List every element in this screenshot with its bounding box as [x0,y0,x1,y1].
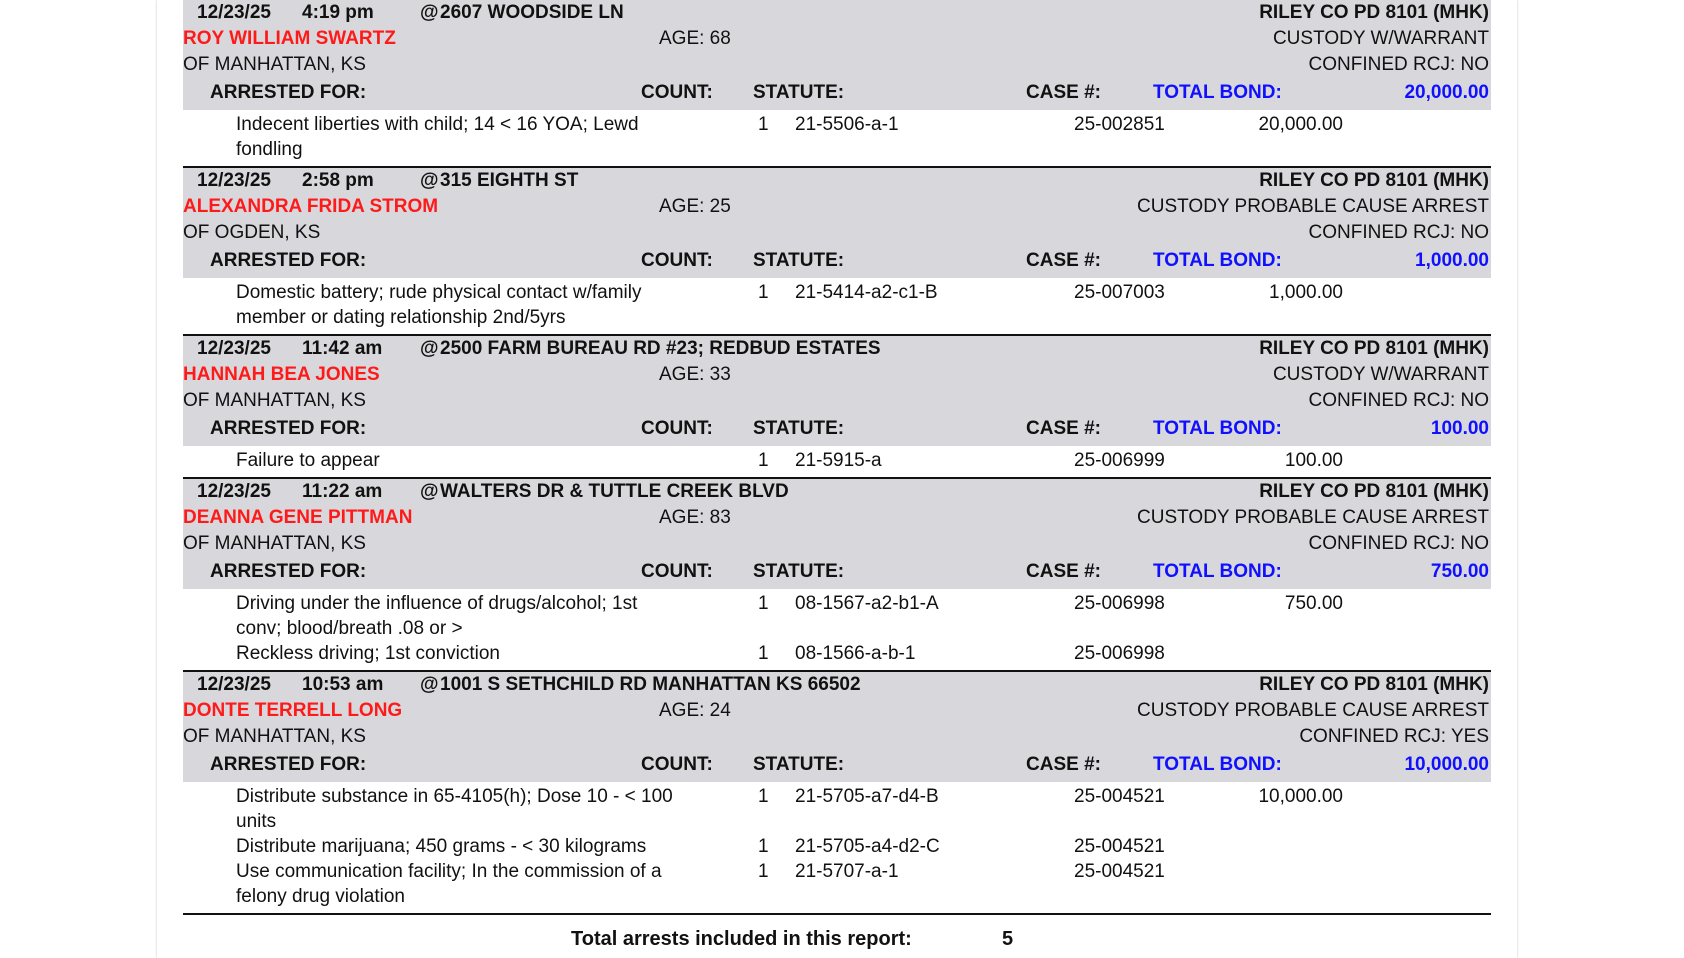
arrest-record [183,672,1491,915]
arrestee-residence: OF MANHATTAN, KS [183,726,366,747]
charge-bond: 20,000.00 [1258,114,1343,135]
case-header: CASE #: [1026,418,1101,439]
statute-header: STATUTE: [753,754,845,775]
arrestee-name: DONTE TERRELL LONG [183,700,403,721]
arrest-date: 12/23/25 [197,170,271,191]
charge-count: 1 [758,593,769,614]
charge-case-number: 25-002851 [1074,114,1165,135]
total-bond-header: TOTAL BOND: [1153,561,1282,582]
custody-type: CUSTODY PROBABLE CAUSE ARREST [1137,196,1489,217]
arrestee-name: DEANNA GENE PITTMAN [183,507,413,528]
confined-status: CONFINED RCJ: YES [1299,726,1489,747]
charge-count: 1 [758,643,769,664]
arrestee-residence: OF OGDEN, KS [183,222,321,243]
arrest-time: 4:19 pm [302,2,374,23]
charge-description: Reckless driving; 1st conviction [236,643,500,664]
total-bond-header: TOTAL BOND: [1153,250,1282,271]
charge-description: Domestic battery; rude physical contact w/family member or dating relationship 2nd/5yrs [236,282,642,328]
record-header [183,0,1491,110]
charge-list [183,112,1491,162]
arrest-date: 12/23/25 [197,338,271,359]
confined-status: CONFINED RCJ: NO [1308,222,1489,243]
at-symbol: @ [420,674,439,695]
total-bond-value: 750.00 [1430,561,1489,582]
confined-status: CONFINED RCJ: NO [1308,390,1489,411]
charge-list [183,591,1491,666]
arrestee-age: AGE: 33 [659,364,731,385]
arresting-agency: RILEY CO PD 8101 (MHK) [1259,2,1489,23]
charge-description: Distribute marijuana; 450 grams - < 30 kilograms [236,836,647,857]
arrest-record [183,336,1491,479]
charge-case-number: 25-006998 [1074,643,1165,664]
total-bond-value: 1,000.00 [1415,250,1489,271]
case-header: CASE #: [1026,82,1101,103]
case-header: CASE #: [1026,250,1101,271]
arrest-time: 2:58 pm [302,170,374,191]
record-header [183,672,1491,782]
report-page [157,0,1517,958]
count-header: COUNT: [641,561,713,582]
total-arrests-label: Total arrests included in this report: [571,928,912,950]
charge-row [183,641,1491,666]
arrest-location: 2500 FARM BUREAU RD #23; REDBUD ESTATES [440,338,881,359]
charge-bond: 10,000.00 [1258,786,1343,807]
charge-row [183,834,1491,859]
arrest-time: 11:42 am [302,338,383,359]
charge-statute: 21-5707-a-1 [795,861,899,882]
total-bond-header: TOTAL BOND: [1153,418,1282,439]
record-header [183,336,1491,446]
arrest-record [183,168,1491,336]
statute-header: STATUTE: [753,561,845,582]
arrestee-age: AGE: 83 [659,507,731,528]
charge-count: 1 [758,861,769,882]
arrest-date: 12/23/25 [197,674,271,695]
arrestee-age: AGE: 25 [659,196,731,217]
arrestee-name: HANNAH BEA JONES [183,364,380,385]
arresting-agency: RILEY CO PD 8101 (MHK) [1259,481,1489,502]
arrest-location: WALTERS DR & TUTTLE CREEK BLVD [440,481,789,502]
charge-row [183,112,1491,162]
custody-type: CUSTODY W/WARRANT [1272,28,1489,49]
charge-list [183,280,1491,330]
statute-header: STATUTE: [753,418,845,439]
charge-row [183,784,1491,834]
count-header: COUNT: [641,250,713,271]
at-symbol: @ [420,170,439,191]
charge-count: 1 [758,836,769,857]
at-symbol: @ [420,2,439,23]
charge-case-number: 25-007003 [1074,282,1165,303]
charge-case-number: 25-006999 [1074,450,1165,471]
arrestee-residence: OF MANHATTAN, KS [183,533,366,554]
arrest-report-content [183,0,1491,915]
arrested-for-header: ARRESTED FOR: [210,561,367,582]
charge-description: Indecent liberties with child; 14 < 16 YOA; Lewd fondling [236,114,639,160]
arrestee-name: ALEXANDRA FRIDA STROM [183,196,439,217]
statute-header: STATUTE: [753,250,845,271]
arrest-location: 315 EIGHTH ST [440,170,579,191]
arresting-agency: RILEY CO PD 8101 (MHK) [1259,170,1489,191]
charge-description: Distribute substance in 65-4105(h); Dose 10 - < 100 units [236,786,673,832]
total-bond-value: 20,000.00 [1404,82,1489,103]
arrestee-name: ROY WILLIAM SWARTZ [183,28,396,49]
arrestee-residence: OF MANHATTAN, KS [183,390,366,411]
charge-row [183,859,1491,909]
case-header: CASE #: [1026,754,1101,775]
charge-statute: 21-5506-a-1 [795,114,899,135]
arrest-record [183,0,1491,168]
statute-header: STATUTE: [753,82,845,103]
charge-row [183,591,1491,641]
charge-row [183,280,1491,330]
charge-case-number: 25-004521 [1074,836,1165,857]
charge-case-number: 25-004521 [1074,861,1165,882]
record-divider [183,913,1491,915]
total-bond-header: TOTAL BOND: [1153,754,1282,775]
case-header: CASE #: [1026,561,1101,582]
charge-description: Driving under the influence of drugs/alcohol; 1st conv; blood/breath .08 or > [236,593,638,639]
arrest-time: 10:53 am [302,674,384,695]
charge-row [183,448,1491,473]
charge-count: 1 [758,450,769,471]
arrestee-age: AGE: 68 [659,28,731,49]
charge-case-number: 25-006998 [1074,593,1165,614]
custody-type: CUSTODY W/WARRANT [1272,364,1489,385]
record-header [183,168,1491,278]
arresting-agency: RILEY CO PD 8101 (MHK) [1259,674,1489,695]
charge-statute: 21-5705-a7-d4-B [795,786,939,807]
count-header: COUNT: [641,418,713,439]
custody-type: CUSTODY PROBABLE CAUSE ARREST [1137,507,1489,528]
total-bond-header: TOTAL BOND: [1153,82,1282,103]
total-bond-value: 100.00 [1430,418,1489,439]
at-symbol: @ [420,481,439,502]
count-header: COUNT: [641,754,713,775]
custody-type: CUSTODY PROBABLE CAUSE ARREST [1137,700,1489,721]
arrest-location: 1001 S SETHCHILD RD MANHATTAN KS 66502 [440,674,861,695]
at-symbol: @ [420,338,439,359]
charge-statute: 08-1567-a2-b1-A [795,593,939,614]
arrest-record [183,479,1491,672]
charge-bond: 750.00 [1284,593,1343,614]
charge-bond: 100.00 [1284,450,1343,471]
arrested-for-header: ARRESTED FOR: [210,250,367,271]
charge-case-number: 25-004521 [1074,786,1165,807]
arrested-for-header: ARRESTED FOR: [210,754,367,775]
arrest-location: 2607 WOODSIDE LN [440,2,624,23]
charge-list [183,784,1491,909]
confined-status: CONFINED RCJ: NO [1308,54,1489,75]
arrested-for-header: ARRESTED FOR: [210,82,367,103]
total-arrests-value: 5 [1002,928,1014,950]
confined-status: CONFINED RCJ: NO [1308,533,1489,554]
record-header [183,479,1491,589]
charge-statute: 21-5414-a2-c1-B [795,282,938,303]
charge-statute: 08-1566-a-b-1 [795,643,916,664]
arresting-agency: RILEY CO PD 8101 (MHK) [1259,338,1489,359]
arrestee-residence: OF MANHATTAN, KS [183,54,366,75]
arrestee-age: AGE: 24 [659,700,731,721]
charge-statute: 21-5705-a4-d2-C [795,836,940,857]
count-header: COUNT: [641,82,713,103]
charge-list [183,448,1491,473]
charge-count: 1 [758,282,769,303]
charge-description: Use communication facility; In the commission of a felony drug violation [236,861,662,907]
charge-count: 1 [758,786,769,807]
charge-bond: 1,000.00 [1269,282,1343,303]
arrested-for-header: ARRESTED FOR: [210,418,367,439]
total-bond-value: 10,000.00 [1404,754,1489,775]
charge-statute: 21-5915-a [795,450,882,471]
arrest-date: 12/23/25 [197,481,271,502]
charge-description: Failure to appear [236,450,380,471]
arrest-date: 12/23/25 [197,2,271,23]
charge-count: 1 [758,114,769,135]
arrest-time: 11:22 am [302,481,383,502]
